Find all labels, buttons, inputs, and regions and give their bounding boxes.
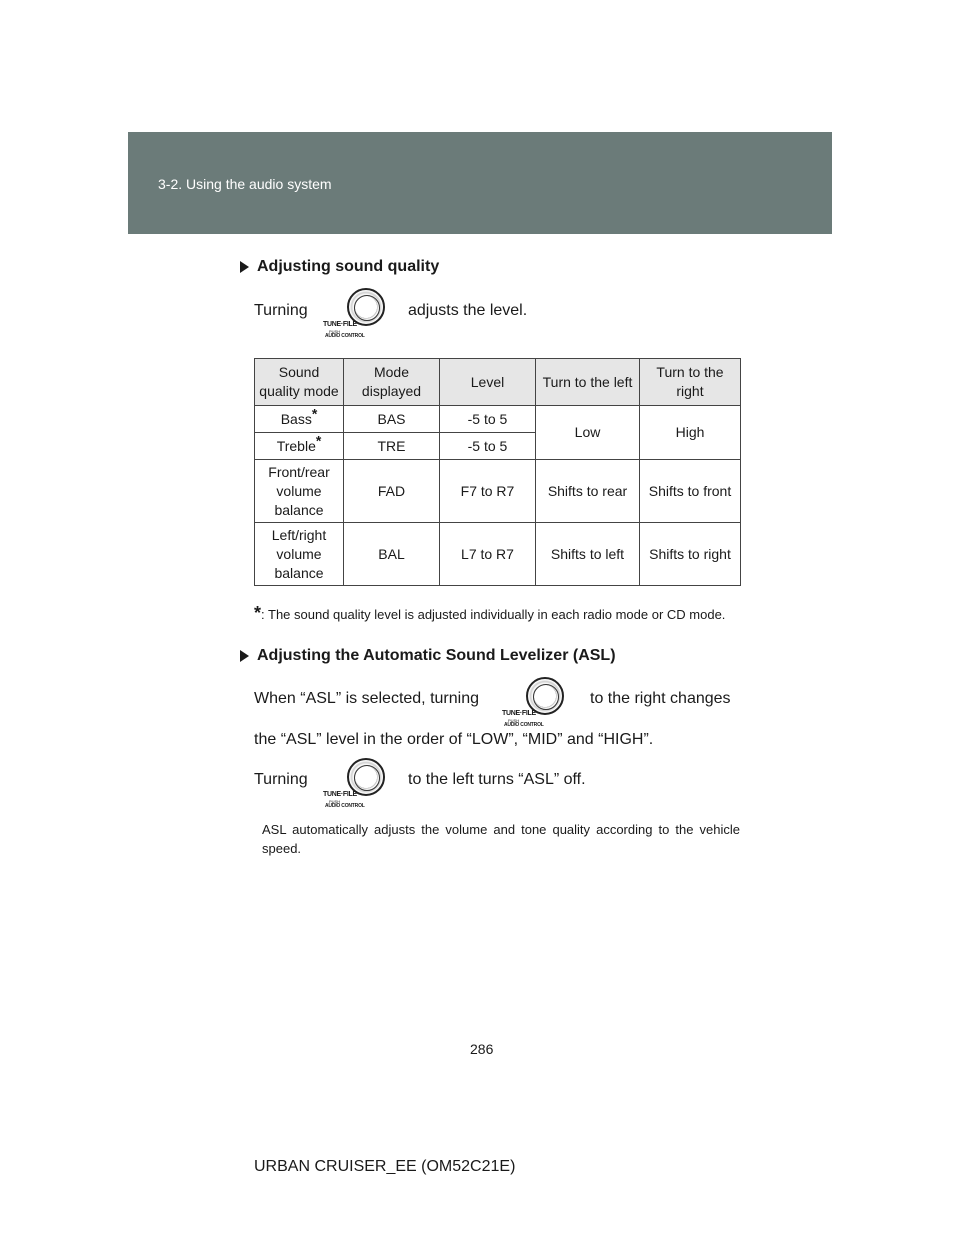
table-row [255, 523, 741, 586]
cell-right: Shifts to right [640, 523, 741, 586]
table-row [255, 460, 741, 523]
cell-level: L7 to R7 [440, 523, 536, 586]
quality-turning-text: Turning [254, 302, 308, 319]
cell-display: FAD [344, 460, 440, 523]
quality-adjusts-text: adjusts the level. [408, 302, 528, 319]
cell-display: BAS [344, 406, 440, 433]
triangle-bullet-icon [240, 261, 249, 273]
tune-knob-icon: TUNE·FILE PUSH AUDIO CONTROL [502, 677, 566, 727]
header-sound-quality-mode: Sound quality mode [255, 359, 344, 406]
table-header-row [255, 359, 741, 406]
asl-line3-start: Turning [254, 771, 308, 788]
asl-line3-end: to the left turns “ASL” off. [408, 771, 586, 788]
cell-mode: Left/right volume balance [255, 523, 344, 586]
cell-right: High [640, 406, 741, 460]
asl-line1-start: When “ASL” is selected, turning [254, 690, 479, 707]
sound-quality-heading [240, 258, 439, 276]
asl-title: Adjusting the Automatic Sound Levelizer (ASL) [257, 647, 616, 664]
header-turn-left: Turn to the left [536, 359, 640, 406]
cell-right: Shifts to front [640, 460, 741, 523]
header-mode-displayed: Mode displayed [344, 359, 440, 406]
cell-mode: Treble* [255, 433, 344, 460]
cell-mode: Bass* [255, 406, 344, 433]
asl-line1-end: to the right changes [590, 690, 731, 707]
cell-display: BAL [344, 523, 440, 586]
cell-mode: Front/rear volume balance [255, 460, 344, 523]
section-header [128, 132, 832, 234]
sound-quality-table [254, 358, 741, 586]
table-footnote: *: The sound quality level is adjusted individually in each radio mode or CD mode. [254, 603, 726, 623]
cell-level: -5 to 5 [440, 433, 536, 460]
cell-level: -5 to 5 [440, 406, 536, 433]
asl-line2: the “ASL” level in the order of “LOW”, “MID” and “HIGH”. [254, 731, 654, 748]
triangle-bullet-icon [240, 650, 249, 662]
cell-left: Shifts to left [536, 523, 640, 586]
asl-note: ASL automatically adjusts the volume and tone quality according to the vehicle speed. [262, 822, 740, 856]
manual-code: URBAN CRUISER_EE (OM52C21E) [254, 1158, 516, 1175]
header-turn-right: Turn to the right [640, 359, 741, 406]
cell-left: Shifts to rear [536, 460, 640, 523]
asl-heading [240, 647, 616, 665]
tune-knob-icon: TUNE·FILE PUSH AUDIO CONTROL [323, 288, 387, 338]
table-row [255, 406, 741, 433]
header-level: Level [440, 359, 536, 406]
cell-display: TRE [344, 433, 440, 460]
section-header-title: 3-2. Using the audio system [158, 176, 332, 192]
page-number: 286 [470, 1041, 494, 1057]
cell-level: F7 to R7 [440, 460, 536, 523]
cell-left: Low [536, 406, 640, 460]
sound-quality-title: Adjusting sound quality [257, 258, 440, 275]
tune-knob-icon: TUNE·FILE PUSH AUDIO CONTROL [323, 758, 387, 808]
